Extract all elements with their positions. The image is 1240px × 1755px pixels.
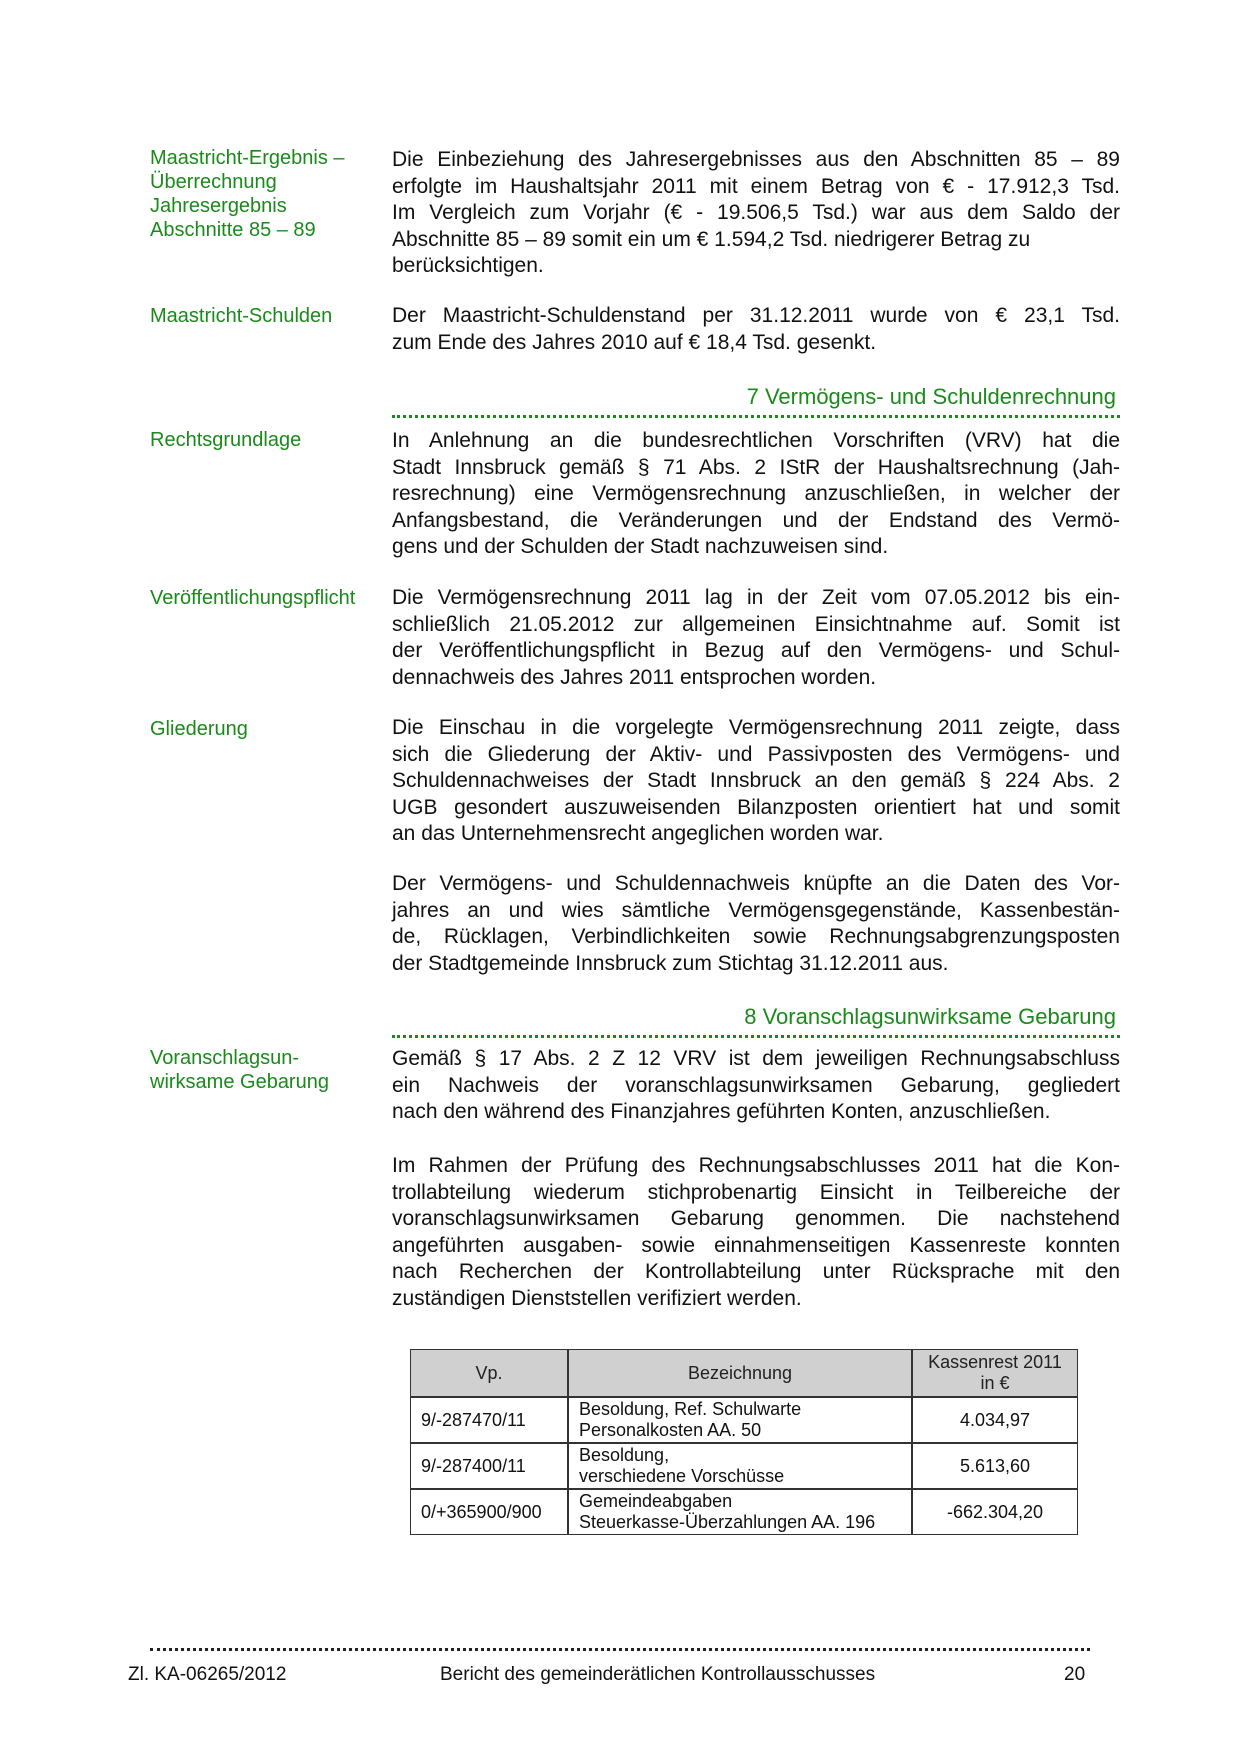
- kassenreste-table: [410, 1349, 1078, 1535]
- text-line: Der Vermögens- und Schuldennachweis knüpfte an die Daten des Vor-: [392, 872, 1120, 895]
- cell-bezeichnung: [568, 1397, 912, 1443]
- text-line: an das Unternehmensrecht angeglichen worden war.: [392, 822, 884, 845]
- paragraph-rechtsgrundlage: [392, 428, 1120, 561]
- text-line: Schuldennachweises der Stadt Innsbruck an den gemäß § 224 Abs. 2: [392, 769, 1120, 792]
- text-line: Die Einbeziehung des Jahresergebnisses aus den Abschnitten 85 – 89: [392, 148, 1120, 171]
- text-line: nach den während des Finanzjahres geführten Konten, anzuschließen.: [392, 1100, 1051, 1123]
- text-line: Die Einschau in die vorgelegte Vermögensrechnung 2011 zeigte, dass: [392, 716, 1120, 739]
- text-line: Gemäß § 17 Abs. 2 Z 12 VRV ist dem jeweiligen Rechnungsabschluss: [392, 1047, 1120, 1070]
- text-line: Im Rahmen der Prüfung des Rechnungsabschlusses 2011 hat die Kon-: [392, 1154, 1120, 1177]
- sidenote-maastricht-ergebnis: Maastricht-Ergebnis – Überrechnung Jahresergebnis Abschnitte 85 – 89: [150, 147, 345, 241]
- heading-divider: [392, 415, 1120, 418]
- text-line: nach Recherchen der Kontrollabteilung unter Rücksprache mit den: [392, 1260, 1120, 1283]
- paragraph-pruefung: [392, 1153, 1120, 1312]
- text-line: jahres an und wies sämtliche Vermögensgegenstände, Kassenbestän-: [392, 898, 1120, 922]
- footer-divider: [150, 1648, 1090, 1651]
- text-line: berücksichtigen.: [392, 254, 544, 277]
- text-line: gens und der Schulden der Stadt nachzuweisen sind.: [392, 535, 889, 558]
- section-heading-7-text: 7 Vermögens- und Schuldenrechnung: [746, 384, 1116, 409]
- cell-kassenrest: -662.304,20: [912, 1489, 1078, 1535]
- text-line: de, Rücklagen, Verbindlichkeiten sowie Rechnungsabgrenzungsposten: [392, 925, 1120, 948]
- paragraph-maastricht-ergebnis: [392, 147, 1120, 280]
- cell-bezeichnung-line: Personalkosten AA. 50: [579, 1420, 762, 1440]
- cell-vp: 9/-287470/11: [410, 1397, 568, 1443]
- column-header-bezeichnung: Bezeichnung: [568, 1349, 912, 1397]
- text-line: angeführten ausgaben- sowie einnahmenseitigen Kassenreste konnten: [392, 1233, 1120, 1257]
- table-header-row: [410, 1349, 1078, 1397]
- text-line: dennachweis des Jahres 2011 entsprochen worden.: [392, 665, 877, 689]
- text-line: Anfangsbestand, die Veränderungen und der Endstand des Vermö-: [392, 508, 1120, 532]
- column-header-vp: Vp.: [410, 1349, 568, 1397]
- sidenote-veroeffentlichungspflicht: Veröffentlichungspflicht: [150, 587, 356, 609]
- text-line: In Anlehnung an die bundesrechtlichen Vorschriften (VRV) hat die: [392, 429, 1120, 452]
- text-line: Der Maastricht-Schuldenstand per 31.12.2011 wurde von € 23,1 Tsd.: [392, 304, 1120, 327]
- table-row: [410, 1397, 1078, 1443]
- cell-bezeichnung: [568, 1443, 912, 1489]
- table-row: [410, 1489, 1078, 1535]
- text-line: Die Vermögensrechnung 2011 lag in der Zeit vom 07.05.2012 bis ein-: [392, 586, 1120, 609]
- text-line: Stadt Innsbruck gemäß § 71 Abs. 2 IStR der Haushaltsrechnung (Jah-: [392, 455, 1120, 479]
- text-line: erfolgte im Haushaltsjahr 2011 mit einem Betrag von € - 17.912,3 Tsd.: [392, 174, 1120, 198]
- section-heading-7: [392, 383, 1120, 411]
- cell-kassenrest: 4.034,97: [912, 1397, 1078, 1443]
- cell-vp: 0/+365900/900: [410, 1489, 568, 1535]
- cell-bezeichnung-line: Steuerkasse-Überzahlungen AA. 196: [579, 1512, 876, 1532]
- cell-bezeichnung-line: Besoldung,: [579, 1445, 670, 1465]
- paragraph-voranschlag-nachweis: [392, 1046, 1120, 1126]
- column-header-kassenrest: Kassenrest 2011 in €: [912, 1349, 1078, 1397]
- paragraph-gliederung: [392, 715, 1120, 848]
- cell-vp: 9/-287400/11: [410, 1443, 568, 1489]
- heading-divider: [392, 1035, 1120, 1038]
- text-line: Im Vergleich zum Vorjahr (€ - 19.506,5 Tsd.) war aus dem Saldo der: [392, 201, 1120, 224]
- text-line: schließlich 21.05.2012 zur allgemeinen Einsichtnahme auf. Somit ist: [392, 612, 1120, 636]
- text-line: trollabteilung wiederum stichprobenartig Einsicht in Teilbereiche der: [392, 1180, 1120, 1204]
- sidenote-rechtsgrundlage: Rechtsgrundlage: [150, 429, 302, 451]
- cell-bezeichnung-line: Gemeindeabgaben: [579, 1491, 733, 1511]
- text-line: der Veröffentlichungspflicht in Bezug auf den Vermögens- und Schul-: [392, 639, 1120, 662]
- table-row: [410, 1443, 1078, 1489]
- text-line: zum Ende des Jahres 2010 auf € 18,4 Tsd. gesenkt.: [392, 330, 877, 354]
- cell-bezeichnung-line: Besoldung, Ref. Schulwarte: [579, 1399, 802, 1419]
- text-line: UGB gesondert auszuweisenden Bilanzposten orientiert hat und somit: [392, 795, 1120, 819]
- text-line: zuständigen Dienststellen verifiziert werden.: [392, 1286, 802, 1310]
- paragraph-veroeffentlichungspflicht: [392, 585, 1120, 691]
- text-line: Abschnitte 85 – 89 somit ein um € 1.594,2 Tsd. niedrigerer Betrag zu: [392, 227, 1031, 251]
- cell-bezeichnung: [568, 1489, 912, 1535]
- footer-title: Bericht des gemeinderätlichen Kontrollausschusses: [440, 1664, 876, 1685]
- text-line: ein Nachweis der voranschlagsunwirksamen Gebarung, gegliedert: [392, 1073, 1120, 1097]
- footer-reference: Zl. KA-06265/2012: [128, 1664, 287, 1685]
- text-line: resrechnung) eine Vermögensrechnung anzuschließen, in welcher der: [392, 482, 1120, 505]
- paragraph-maastricht-schulden: [392, 303, 1120, 356]
- section-heading-8-text: 8 Voranschlagsunwirksame Gebarung: [744, 1004, 1116, 1029]
- text-line: der Stadtgemeinde Innsbruck zum Stichtag 31.12.2011 aus.: [392, 951, 949, 975]
- sidenote-voranschlagsunwirksame-gebarung: Voranschlagsun- wirksame Gebarung: [150, 1047, 329, 1093]
- cell-bezeichnung-line: verschiedene Vorschüsse: [579, 1466, 785, 1486]
- sidenote-maastricht-schulden: Maastricht-Schulden: [150, 305, 333, 327]
- section-heading-8: [392, 1003, 1120, 1031]
- text-line: sich die Gliederung der Aktiv- und Passivposten des Vermögens- und: [392, 742, 1120, 766]
- paragraph-schuldennachweis: [392, 871, 1120, 977]
- cell-kassenrest: 5.613,60: [912, 1443, 1078, 1489]
- page-number: 20: [1064, 1664, 1086, 1685]
- sidenote-gliederung: Gliederung: [150, 718, 248, 740]
- text-line: voranschlagsunwirksamen Gebarung genommen. Die nachstehend: [392, 1207, 1120, 1230]
